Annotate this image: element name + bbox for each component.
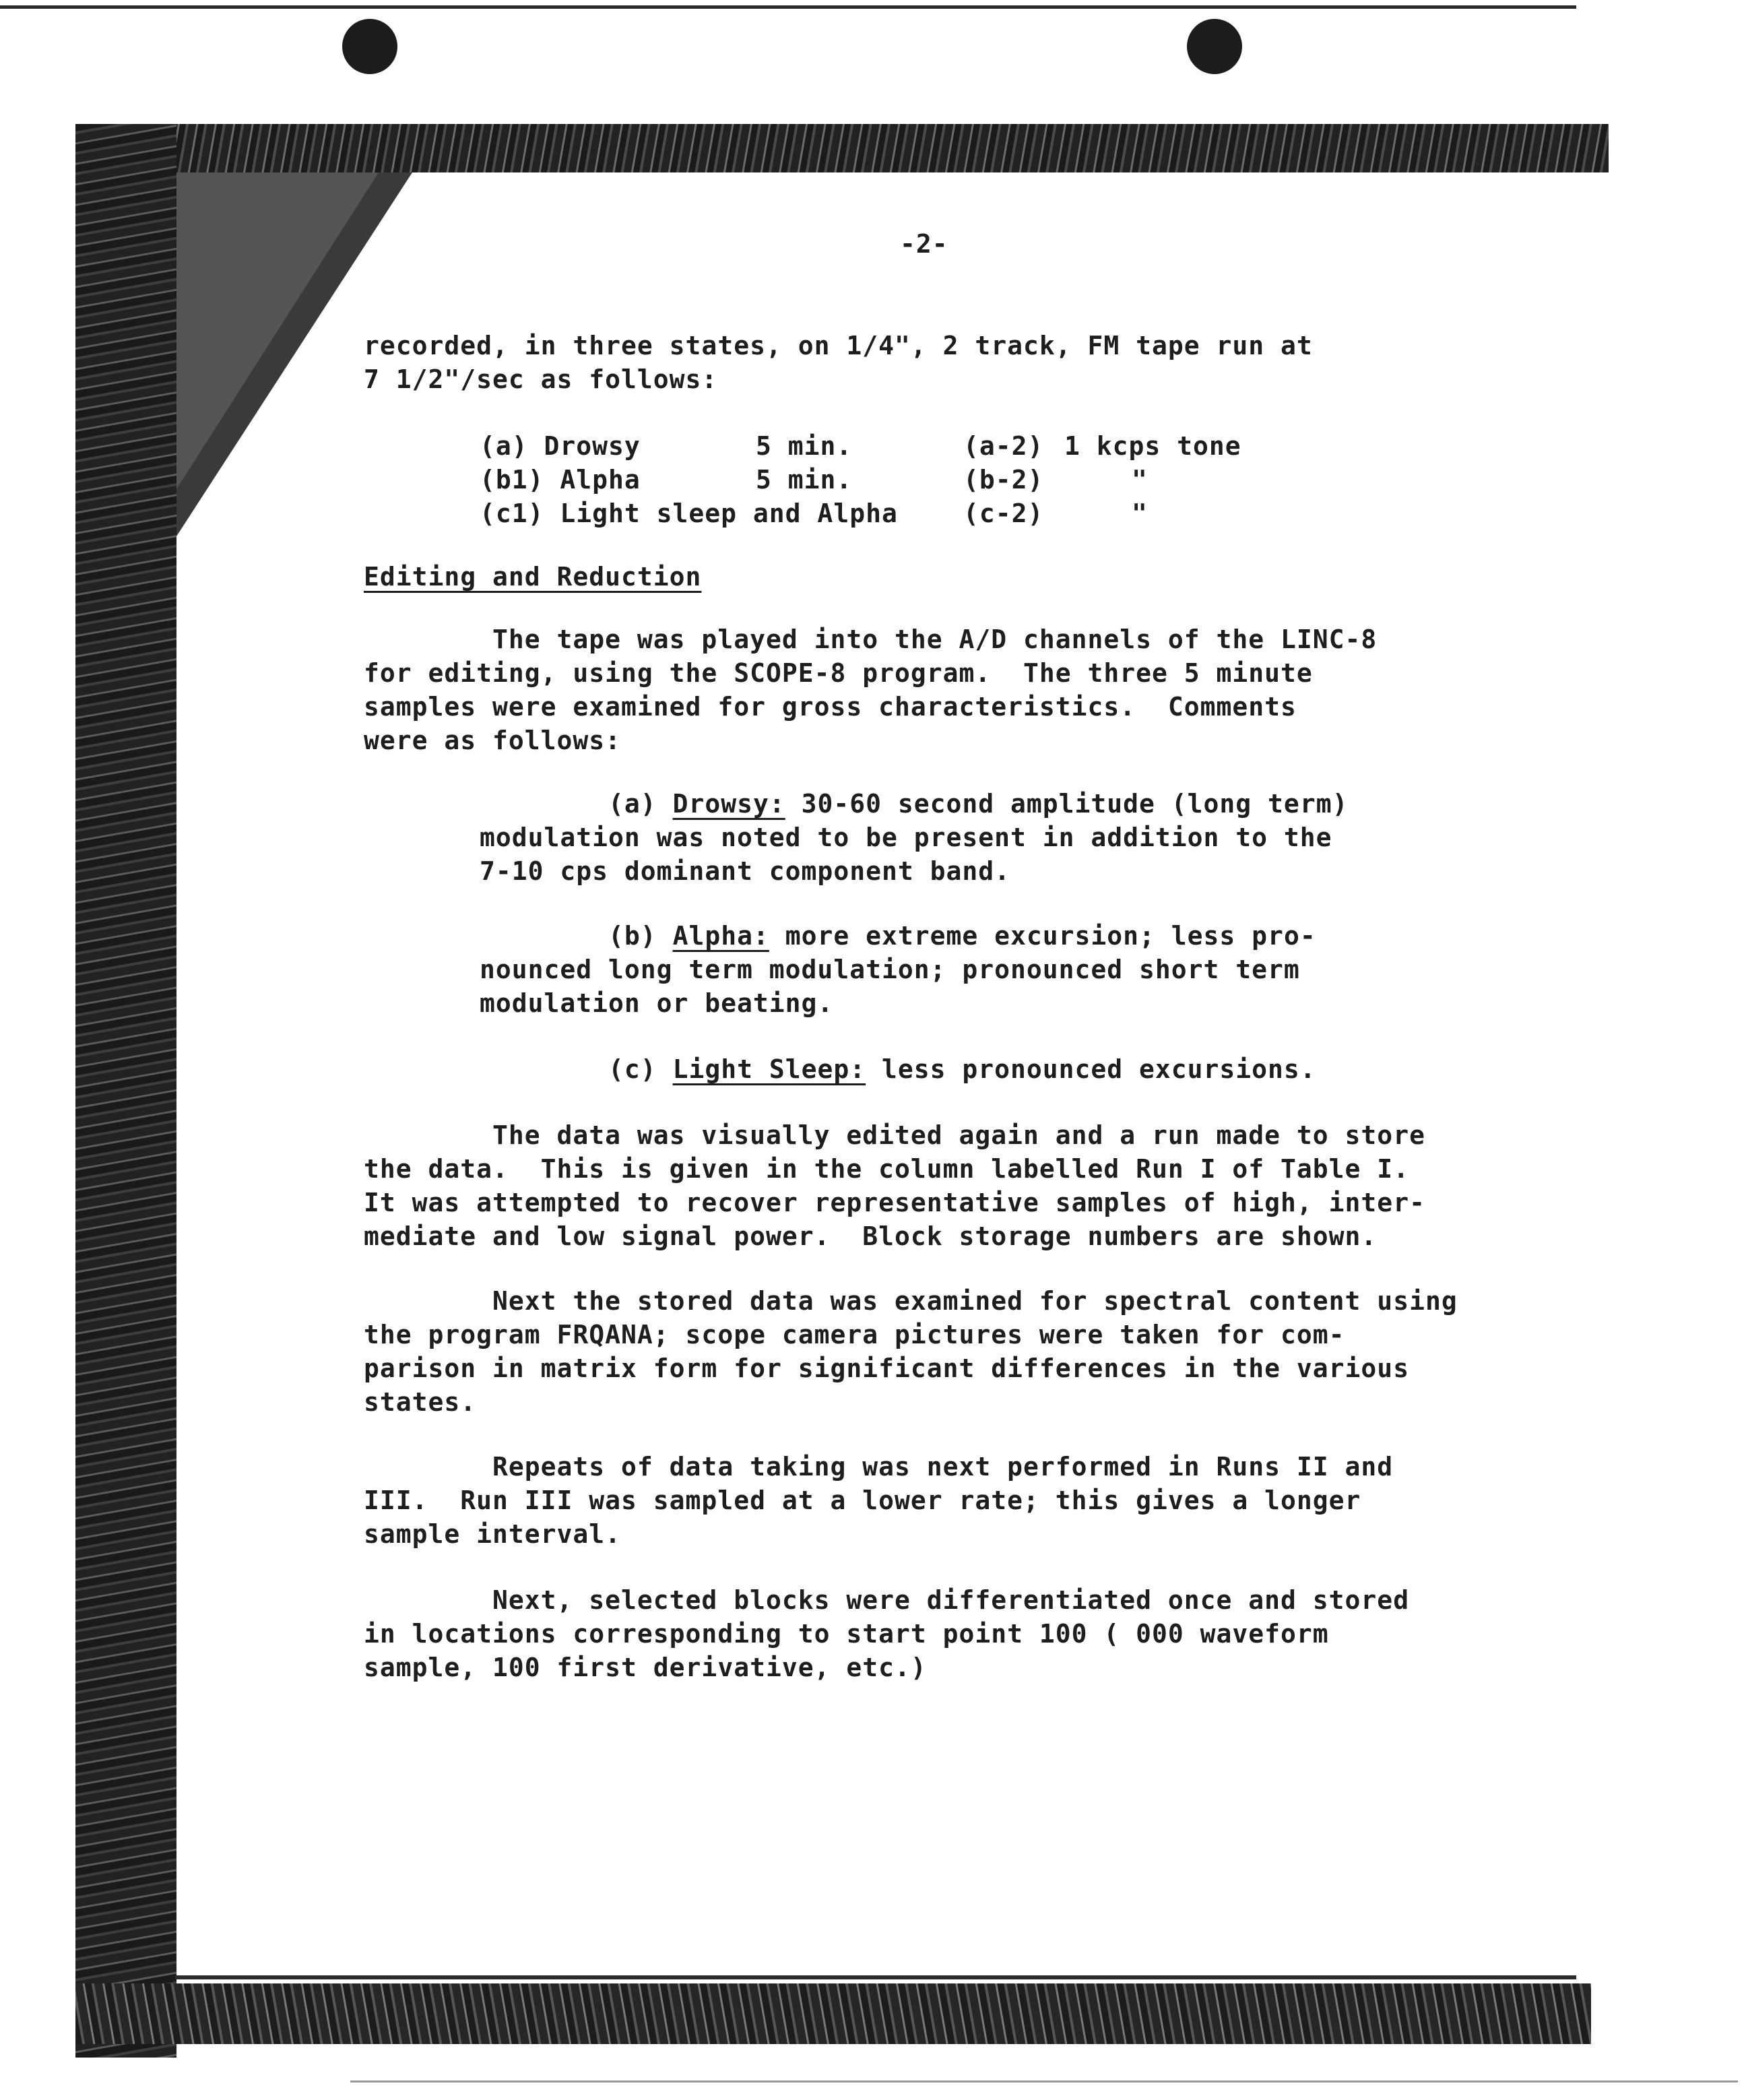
- comment-item-drowsy: [480, 787, 1348, 888]
- track-code: (b-2): [963, 465, 1044, 495]
- text-line: samples were examined for gross characteristics. Comments: [364, 692, 1297, 722]
- track-note: 1 kcps tone: [1064, 431, 1241, 461]
- item-marker: (a): [608, 789, 657, 819]
- track-code: (a-2): [963, 431, 1044, 461]
- text-line: Repeats of data taking was next performed in Runs II and: [364, 1452, 1394, 1482]
- text-line: Next, selected blocks were differentiated once and stored: [364, 1585, 1410, 1615]
- scan-frame-left: [75, 124, 176, 2058]
- comment-item-alpha: [480, 919, 1316, 1020]
- paragraph-repeats: [364, 1450, 1393, 1551]
- track-label: (a) Drowsy: [480, 431, 641, 461]
- bottom-rule: [350, 2080, 1738, 2082]
- text-line: It was attempted to recover representative samples of high, inter-: [364, 1188, 1425, 1217]
- text-line: 7 1/2"/sec as follows:: [364, 364, 718, 394]
- track-code: (c-2): [963, 499, 1044, 528]
- text-line: recorded, in three states, on 1/4", 2 track, FM tape run at: [364, 331, 1313, 360]
- punch-hole-left: [342, 19, 397, 74]
- text-line: The tape was played into the A/D channels of the LINC-8: [364, 625, 1378, 654]
- scan-frame-top: [88, 124, 1609, 172]
- text-line: for editing, using the SCOPE-8 program. The three 5 minute: [364, 658, 1313, 688]
- track-note: ": [1132, 465, 1148, 495]
- item-text: less pronounced excursions.: [866, 1054, 1316, 1084]
- item-marker: (c): [608, 1054, 657, 1084]
- comment-item-light-sleep: [480, 1052, 1316, 1086]
- text-line: parison in matrix form for significant differences in the various: [364, 1354, 1410, 1383]
- text-line: Next the stored data was examined for spectral content using: [364, 1286, 1458, 1316]
- track-label: (b1) Alpha: [480, 465, 641, 495]
- page-number: -2-: [900, 229, 948, 259]
- scan-frame-bottom: [75, 1983, 1591, 2044]
- top-edge-line: [0, 5, 1576, 9]
- text-line: modulation was noted to be present in addition to the: [480, 823, 1332, 852]
- text-line: [480, 1052, 1316, 1086]
- item-text: more extreme excursion; less pro-: [769, 921, 1316, 951]
- track-label: (c1) Light sleep and Alpha: [480, 499, 898, 528]
- track-note: ": [1132, 499, 1148, 528]
- text-line: III. Run III was sampled at a lower rate; this gives a longer: [364, 1486, 1361, 1515]
- text-line: 7-10 cps dominant component band.: [480, 856, 1010, 886]
- track-duration: 5 min.: [756, 465, 853, 495]
- text-line: states.: [364, 1387, 477, 1417]
- item-marker: (b): [608, 921, 657, 951]
- paragraph-run-one: [364, 1118, 1425, 1253]
- text-line: the program FRQANA; scope camera pictures were taken for com-: [364, 1320, 1345, 1349]
- text-line: The data was visually edited again and a run made to store: [364, 1120, 1425, 1150]
- track-duration: 5 min.: [756, 431, 853, 461]
- text-line: [480, 919, 1316, 953]
- text-line: modulation or beating.: [480, 988, 834, 1018]
- text-line: in locations corresponding to start point 100 ( 000 waveform: [364, 1619, 1329, 1649]
- text-line: sample interval.: [364, 1519, 622, 1549]
- item-term: Drowsy:: [672, 789, 785, 819]
- text-line: were as follows:: [364, 726, 622, 755]
- item-term: Light Sleep:: [672, 1054, 866, 1084]
- text-line: sample, 100 first derivative, etc.): [364, 1653, 927, 1682]
- paragraph-spectral: [364, 1284, 1458, 1419]
- scan-frame-bottom-line: [175, 1975, 1576, 1979]
- text-line: nounced long term modulation; pronounced short term: [480, 955, 1300, 984]
- text-line: mediate and low signal power. Block storage numbers are shown.: [364, 1221, 1378, 1251]
- paragraph-differentiated: [364, 1583, 1409, 1684]
- item-term: Alpha:: [672, 921, 769, 951]
- punch-hole-right: [1187, 19, 1242, 74]
- intro-paragraph: [364, 329, 1313, 396]
- paragraph-editing: [364, 623, 1377, 757]
- text-line: [480, 787, 1348, 821]
- section-heading: Editing and Reduction: [364, 562, 702, 592]
- item-text: 30-60 second amplitude (long term): [785, 789, 1349, 819]
- text-line: the data. This is given in the column labelled Run I of Table I.: [364, 1154, 1410, 1184]
